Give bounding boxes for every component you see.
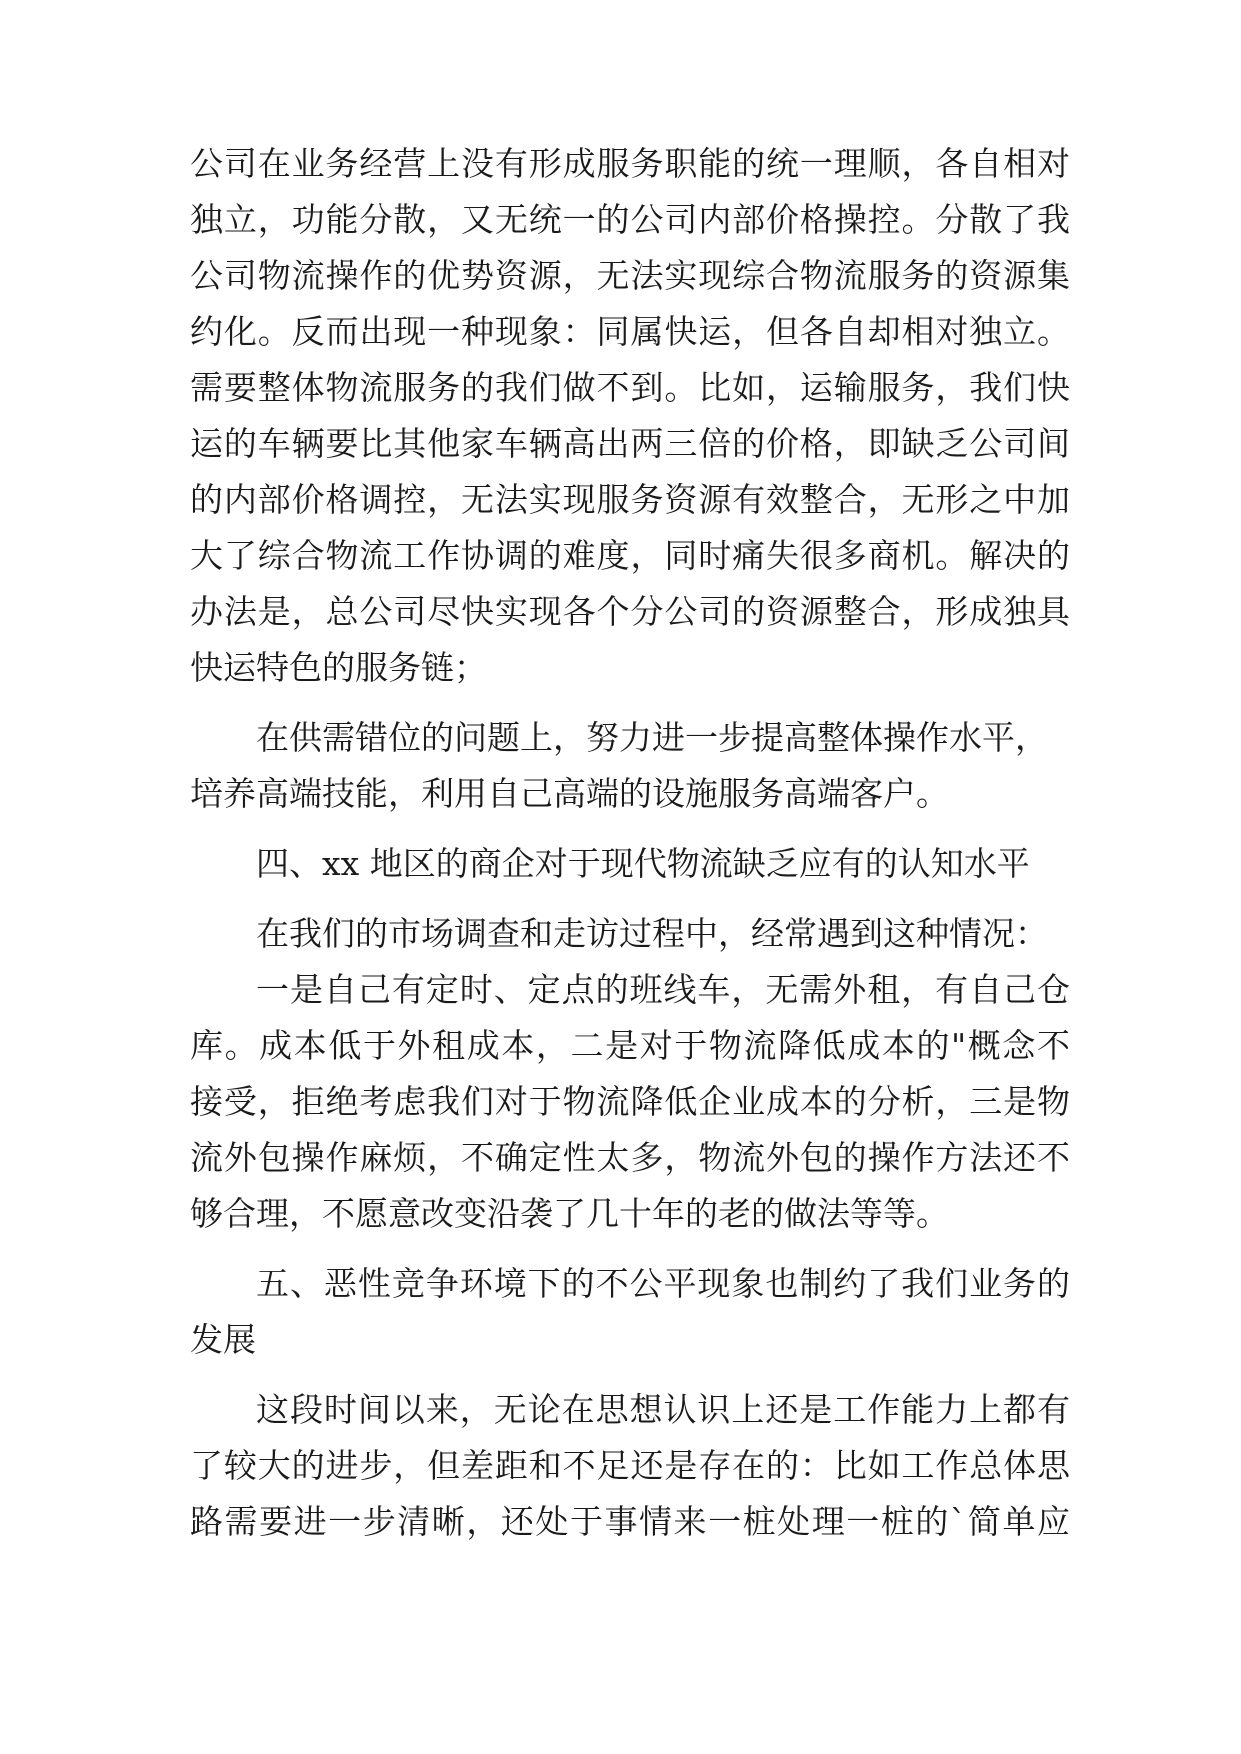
text-line: 约化。反而出现一种现象：同属快运，但各自却相对独立。 — [190, 312, 1070, 351]
text-line: 公司物流操作的优势资源，无法实现综合物流服务的资源集 — [190, 256, 1070, 295]
text-line: 流外包操作麻烦，不确定性太多，物流外包的操作方法还不 — [190, 1138, 1070, 1177]
text-line: 一是自己有定时、定点的班线车，无需外租，有自己仓 — [256, 970, 1070, 1009]
text-line: 运的车辆要比其他家车辆高出两三倍的价格，即缺乏公司间 — [190, 424, 1070, 463]
text-line: 在我们的市场调查和走访过程中，经常遇到这种情况： — [256, 914, 1048, 953]
text-line: 够合理，不愿意改变沿袭了几十年的老的做法等等。 — [190, 1194, 949, 1233]
text-line: 库。成本低于外租成本，二是对于物流降低成本的"概念不 — [190, 1026, 1070, 1065]
text-line: 这段时间以来，无论在思想认识上还是工作能力上都有 — [256, 1390, 1070, 1429]
text-line: 了较大的进步，但差距和不足还是存在的：比如工作总体思 — [190, 1446, 1070, 1485]
text-line: 的内部价格调控，无法实现服务资源有效整合，无形之中加 — [190, 480, 1070, 519]
text-line: 路需要进一步清晰，还处于事情来一桩处理一桩的`简单应 — [190, 1502, 1070, 1541]
text-line: 需要整体物流服务的我们做不到。比如，运输服务，我们快 — [190, 368, 1070, 407]
section-heading: 五、恶性竞争环境下的不公平现象也制约了我们业务的 — [256, 1264, 1070, 1303]
text-line: 独立，功能分散，又无统一的公司内部价格操控。分散了我 — [190, 200, 1070, 239]
text-line: 接受，拒绝考虑我们对于物流降低企业成本的分析，三是物 — [190, 1082, 1070, 1121]
section-heading: 四、xx 地区的商企对于现代物流缺乏应有的认知水平 — [256, 844, 1030, 883]
text-line: 公司在业务经营上没有形成服务职能的统一理顺，各自相对 — [190, 144, 1070, 183]
text-line: 快运特色的服务链； — [190, 648, 487, 687]
text-line: 在供需错位的问题上，努力进一步提高整体操作水平， — [256, 718, 1048, 757]
text-line: 培养高端技能，利用自己高端的设施服务高端客户。 — [190, 774, 949, 813]
text-line: 办法是，总公司尽快实现各个分公司的资源整合，形成独具 — [190, 592, 1070, 631]
section-heading-continued: 发展 — [190, 1320, 256, 1359]
text-line: 大了综合物流工作协调的难度，同时痛失很多商机。解决的 — [190, 536, 1070, 575]
